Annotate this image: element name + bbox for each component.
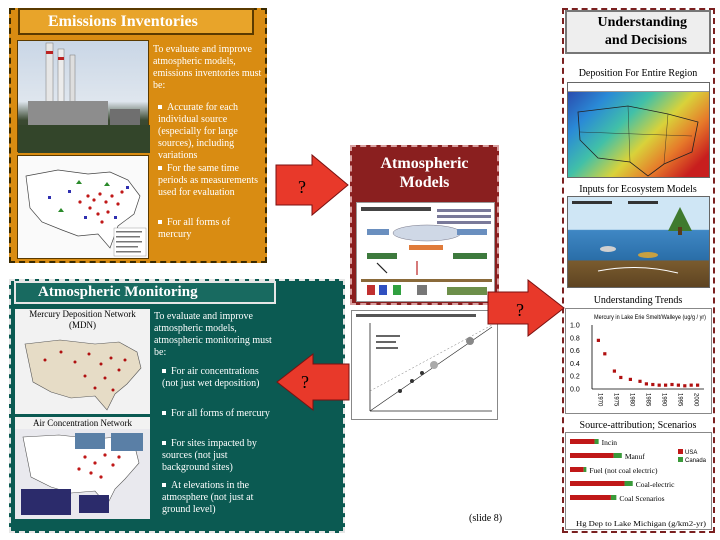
source-chart-box [565, 432, 712, 530]
trends-y-tick-label: 0.8 [570, 335, 580, 343]
source-legend-swatch [678, 449, 683, 454]
evaluation-figure [351, 310, 498, 420]
emissions-title: Emissions Inventories [18, 8, 254, 35]
trends-x-tick-label: 2000 [692, 393, 699, 407]
models-title [350, 154, 499, 192]
bullet-icon [158, 105, 162, 109]
trends-chart-box [565, 308, 712, 414]
question-mark: ? [298, 177, 306, 197]
arrow-emissions-to-models [276, 155, 348, 215]
trends-y-tick-label: 0.0 [570, 386, 580, 394]
emissions-bullet-1 [158, 102, 262, 162]
source-bar [570, 495, 611, 500]
trends-data-point [683, 384, 686, 387]
deposition-label: Deposition For Entire Region [578, 68, 698, 79]
question-mark: ? [301, 372, 309, 392]
monitoring-bullet-2 [162, 408, 272, 420]
trends-y-tick-label: 0.6 [570, 348, 580, 356]
trends-data-point [651, 383, 654, 386]
mdn-label-line1: Mercury Deposition Network (MDN) [29, 309, 136, 330]
source-legend-label: USA [685, 450, 698, 456]
monitoring-bullet-4 [162, 480, 272, 516]
source-attribution-label: Source-attribution; Scenarios [579, 420, 697, 431]
trends-data-point [690, 384, 693, 387]
air-network-label: Air Concentration Network [15, 417, 150, 429]
slide-number-label: (slide 8) [469, 513, 503, 524]
trends-data-point [603, 352, 606, 355]
source-chart-xlabel: Hg Dep to Lake Michigan (g/km2-yr) [576, 519, 707, 528]
monitoring-bullet-1 [162, 366, 272, 390]
source-bar [611, 495, 616, 500]
source-bar [584, 467, 587, 472]
source-bar [614, 453, 622, 458]
source-category-label: Manuf [624, 452, 645, 461]
understanding-title-line1: Understanding [597, 15, 687, 30]
emissions-bullet-2 [158, 163, 262, 199]
trends-data-point [658, 384, 661, 387]
source-chart [566, 433, 711, 529]
emissions-intro-text: To evaluate and improve atmospheric models, emissions inventories must be: [153, 44, 262, 91]
bullet-icon [158, 166, 162, 170]
emissions-map [17, 155, 149, 259]
monitoring-bullet-text: For air concentrations (not just wet deposition) [162, 366, 260, 389]
understanding-title-line2: and Decisions [604, 33, 687, 48]
monitoring-bullet-text: For all forms of mercury [171, 408, 270, 419]
bullet-icon [158, 220, 162, 224]
trends-data-point [670, 383, 673, 386]
ecosystem-diagram [567, 196, 710, 288]
trends-data-point [638, 380, 641, 383]
question-mark: ? [516, 300, 524, 320]
trends-y-tick-label: 1.0 [570, 322, 580, 330]
bullet-icon [162, 369, 166, 373]
source-category-label: Fuel (not coal electric) [589, 466, 658, 475]
trends-data-point [597, 339, 600, 342]
bullet-icon [162, 441, 166, 445]
monitoring-bullet-text: For sites impacted by sources (not just background sites) [162, 438, 257, 473]
trends-data-point [613, 369, 616, 372]
trends-x-tick-label: 1970 [596, 393, 603, 407]
trends-x-tick-label: 1990 [660, 393, 667, 407]
trends-data-point [645, 382, 648, 385]
monitoring-bullet-3 [162, 438, 272, 474]
red-arrow-icon [276, 155, 348, 215]
trends-y-tick-label: 0.4 [570, 360, 580, 368]
bullet-icon [162, 483, 166, 487]
model-process-diagram [356, 202, 495, 302]
source-bar [570, 453, 614, 458]
source-bar [570, 467, 584, 472]
source-bar [625, 481, 633, 486]
models-title-line2: Models [399, 174, 450, 191]
deposition-map [567, 82, 710, 178]
arrow-monitoring-to-models [277, 354, 349, 410]
trends-data-point [664, 384, 667, 387]
emissions-bullet-text: Accurate for each individual source (especially for large sources), including variations [158, 102, 239, 161]
ecosystem-label: Inputs for Ecosystem Models [579, 184, 697, 195]
source-legend-label: Canada [685, 458, 707, 464]
emissions-bullet-text: For all forms of mercury [158, 217, 231, 240]
trends-x-tick-label: 1995 [676, 393, 683, 407]
understanding-title [565, 10, 711, 54]
trends-data-point [629, 378, 632, 381]
deposition-map-header [568, 83, 709, 92]
air-network-map [15, 429, 150, 519]
source-category-label: Coal Scenarios [619, 494, 665, 503]
monitoring-title: Atmospheric Monitoring [14, 281, 276, 304]
emissions-bullet-3 [158, 217, 262, 241]
trends-x-tick-label: 1985 [644, 393, 651, 407]
monitoring-bullet-text: At elevations in the atmosphere (not just at ground level) [162, 480, 254, 515]
source-bar [570, 481, 625, 486]
trends-data-point [696, 384, 699, 387]
trends-data-point [619, 376, 622, 379]
red-arrow-icon [488, 280, 564, 336]
red-arrow-icon [277, 354, 349, 410]
models-title-line1: Atmospheric [380, 155, 469, 172]
trends-y-tick-label: 0.2 [570, 373, 580, 381]
power-plant-photo [17, 40, 149, 152]
source-category-label: Coal-electric [635, 480, 675, 489]
mdn-map [15, 332, 150, 414]
source-category-label: Incin [601, 438, 618, 447]
arrow-models-to-understanding [488, 280, 564, 336]
trends-x-tick-label: 1980 [628, 393, 635, 407]
trends-label: Understanding Trends [593, 295, 683, 306]
source-bar [570, 439, 595, 444]
trends-chart-title: Mercury in Lake Erie Smelt/Walleye (ug/g / yr) [594, 314, 706, 321]
source-legend-swatch [678, 457, 683, 462]
bullet-icon [162, 411, 166, 415]
monitoring-intro-text: To evaluate and improve atmospheric models, atmospheric monitoring must be: [154, 311, 272, 358]
trends-data-point [677, 384, 680, 387]
emissions-bullet-text: For the same time periods as measurements used for evaluation [158, 163, 258, 198]
source-bar [595, 439, 599, 444]
trends-x-tick-label: 1975 [612, 393, 619, 407]
trends-chart [566, 309, 711, 413]
